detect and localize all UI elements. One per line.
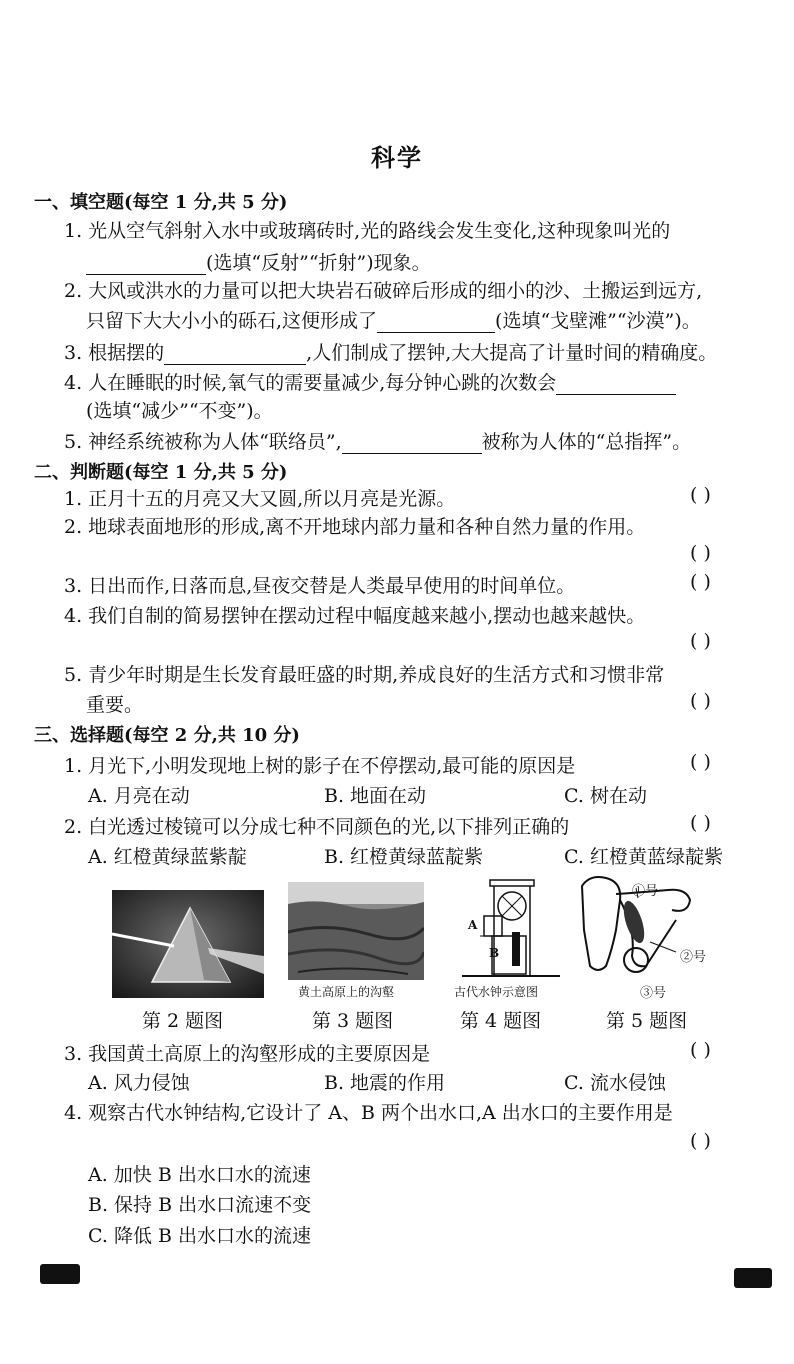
s1-q1-line1: 1. 光从空气斜射入水中或玻璃砖时,光的路线会发生变化,这种现象叫光的 [64, 220, 671, 242]
s3-q1: 1. 月光下,小明发现地上树的影子在不停摆动,最可能的原因是 [64, 755, 576, 777]
option-b[interactable]: B. 地震的作用 [324, 1072, 446, 1094]
option-b[interactable]: B. 保持 B 出水口流速不变 [88, 1194, 312, 1216]
s1-q4-line2: (选填“减少”“不变”)。 [86, 400, 273, 422]
fig4-label-a: A [468, 918, 478, 932]
answer-parentheses[interactable]: ( ) [690, 1130, 711, 1152]
s1-q1-line2: (选填“反射”“折射”)现象。 [86, 248, 431, 275]
registration-mark-right [734, 1268, 772, 1288]
option-b[interactable]: B. 地面在动 [324, 785, 427, 807]
answer-parentheses[interactable]: ( ) [690, 812, 711, 834]
s2-q5-line1: 5. 青少年时期是生长发育最旺盛的时期,养成良好的生活方式和习惯非常 [64, 664, 665, 686]
option-c[interactable]: C. 流水侵蚀 [564, 1072, 666, 1094]
fig5-label-2: ②号 [680, 950, 707, 965]
s2-q1: 1. 正月十五的月亮又大又圆,所以月亮是光源。 [64, 488, 456, 510]
answer-parentheses[interactable]: ( ) [690, 630, 711, 652]
option-b[interactable]: B. 红橙黄绿蓝靛紫 [324, 846, 484, 868]
s1-q2-line1: 2. 大风或洪水的力量可以把大块岩石破碎后形成的细小的沙、土搬运到远方, [64, 280, 703, 302]
answer-parentheses[interactable]: ( ) [690, 484, 711, 506]
answer-blank[interactable] [377, 312, 495, 333]
fig4-label-b: B [489, 946, 500, 960]
answer-blank[interactable] [164, 344, 306, 365]
fig4-caption: 第 4 题图 [460, 1010, 542, 1032]
prism-photo [112, 890, 264, 998]
answer-parentheses[interactable]: ( ) [690, 751, 711, 773]
option-c[interactable]: C. 树在动 [564, 785, 647, 807]
s2-q2: 2. 地球表面地形的形成,离不开地球内部力量和各种自然力量的作用。 [64, 516, 646, 538]
fig2-caption: 第 2 题图 [142, 1010, 224, 1032]
s1-q2-line2: 只留下大大小小的砾石,这便形成了 (选填“戈壁滩”“沙漠”)。 [86, 310, 701, 332]
fig4-label: 古代水钟示意图 [454, 985, 539, 999]
fig5-label-1: ①号 [632, 884, 659, 899]
fig3-label: 黄土高原上的沟壑 [298, 985, 395, 999]
s1-q4-line1: 4. 人在睡眠的时候,氧气的需要量减少,每分钟心跳的次数会 [64, 368, 676, 395]
answer-parentheses[interactable]: ( ) [690, 571, 711, 593]
s2-q4: 4. 我们自制的简易摆钟在摆动过程中幅度越来越小,摆动也越来越快。 [64, 605, 646, 627]
answer-parentheses[interactable]: ( ) [690, 542, 711, 564]
s3-q4: 4. 观察古代水钟结构,它设计了 A、B 两个出水口,A 出水口的主要作用是 [64, 1102, 673, 1124]
answer-parentheses[interactable]: ( ) [690, 690, 711, 712]
fig5-caption: 第 5 题图 [606, 1010, 688, 1032]
option-a[interactable]: A. 月亮在动 [88, 785, 190, 807]
section-true-false-heading: 二、判断题(每空 1 分,共 5 分) [34, 462, 288, 483]
section-fill-blank-heading: 一、填空题(每空 1 分,共 5 分) [34, 192, 288, 213]
s2-q3: 3. 日出而作,日落而息,昼夜交替是人类最早使用的时间单位。 [64, 575, 576, 597]
option-c[interactable]: C. 降低 B 出水口水的流速 [88, 1225, 311, 1247]
fig3-caption: 第 3 题图 [312, 1010, 394, 1032]
option-a[interactable]: A. 风力侵蚀 [88, 1072, 190, 1094]
s1-q3: 3. 根据摆的 ,人们制成了摆钟,大大提高了计量时间的精确度。 [64, 342, 718, 364]
section-multiple-choice-heading: 三、选择题(每空 2 分,共 10 分) [34, 725, 300, 746]
loess-plateau-photo [288, 882, 424, 980]
s1-q5: 5. 神经系统被称为人体“联络员”, 被称为人体的“总指挥”。 [64, 431, 692, 453]
option-a[interactable]: A. 红橙黄绿蓝紫靛 [88, 846, 247, 868]
registration-mark-left [40, 1264, 80, 1284]
answer-blank[interactable] [556, 374, 676, 395]
option-c[interactable]: C. 红橙黄蓝绿靛紫 [564, 846, 723, 868]
page-title: 科学 [371, 143, 423, 172]
option-a[interactable]: A. 加快 B 出水口水的流速 [88, 1164, 311, 1186]
s2-q5-line2: 重要。 [86, 694, 144, 716]
answer-parentheses[interactable]: ( ) [690, 1039, 711, 1061]
fig5-label-3: ③号 [640, 986, 667, 1001]
answer-blank[interactable] [342, 433, 482, 454]
answer-blank[interactable] [86, 254, 206, 275]
s3-q2: 2. 白光透过棱镜可以分成七种不同颜色的光,以下排列正确的 [64, 816, 570, 838]
s3-q3: 3. 我国黄土高原上的沟壑形成的主要原因是 [64, 1043, 431, 1065]
